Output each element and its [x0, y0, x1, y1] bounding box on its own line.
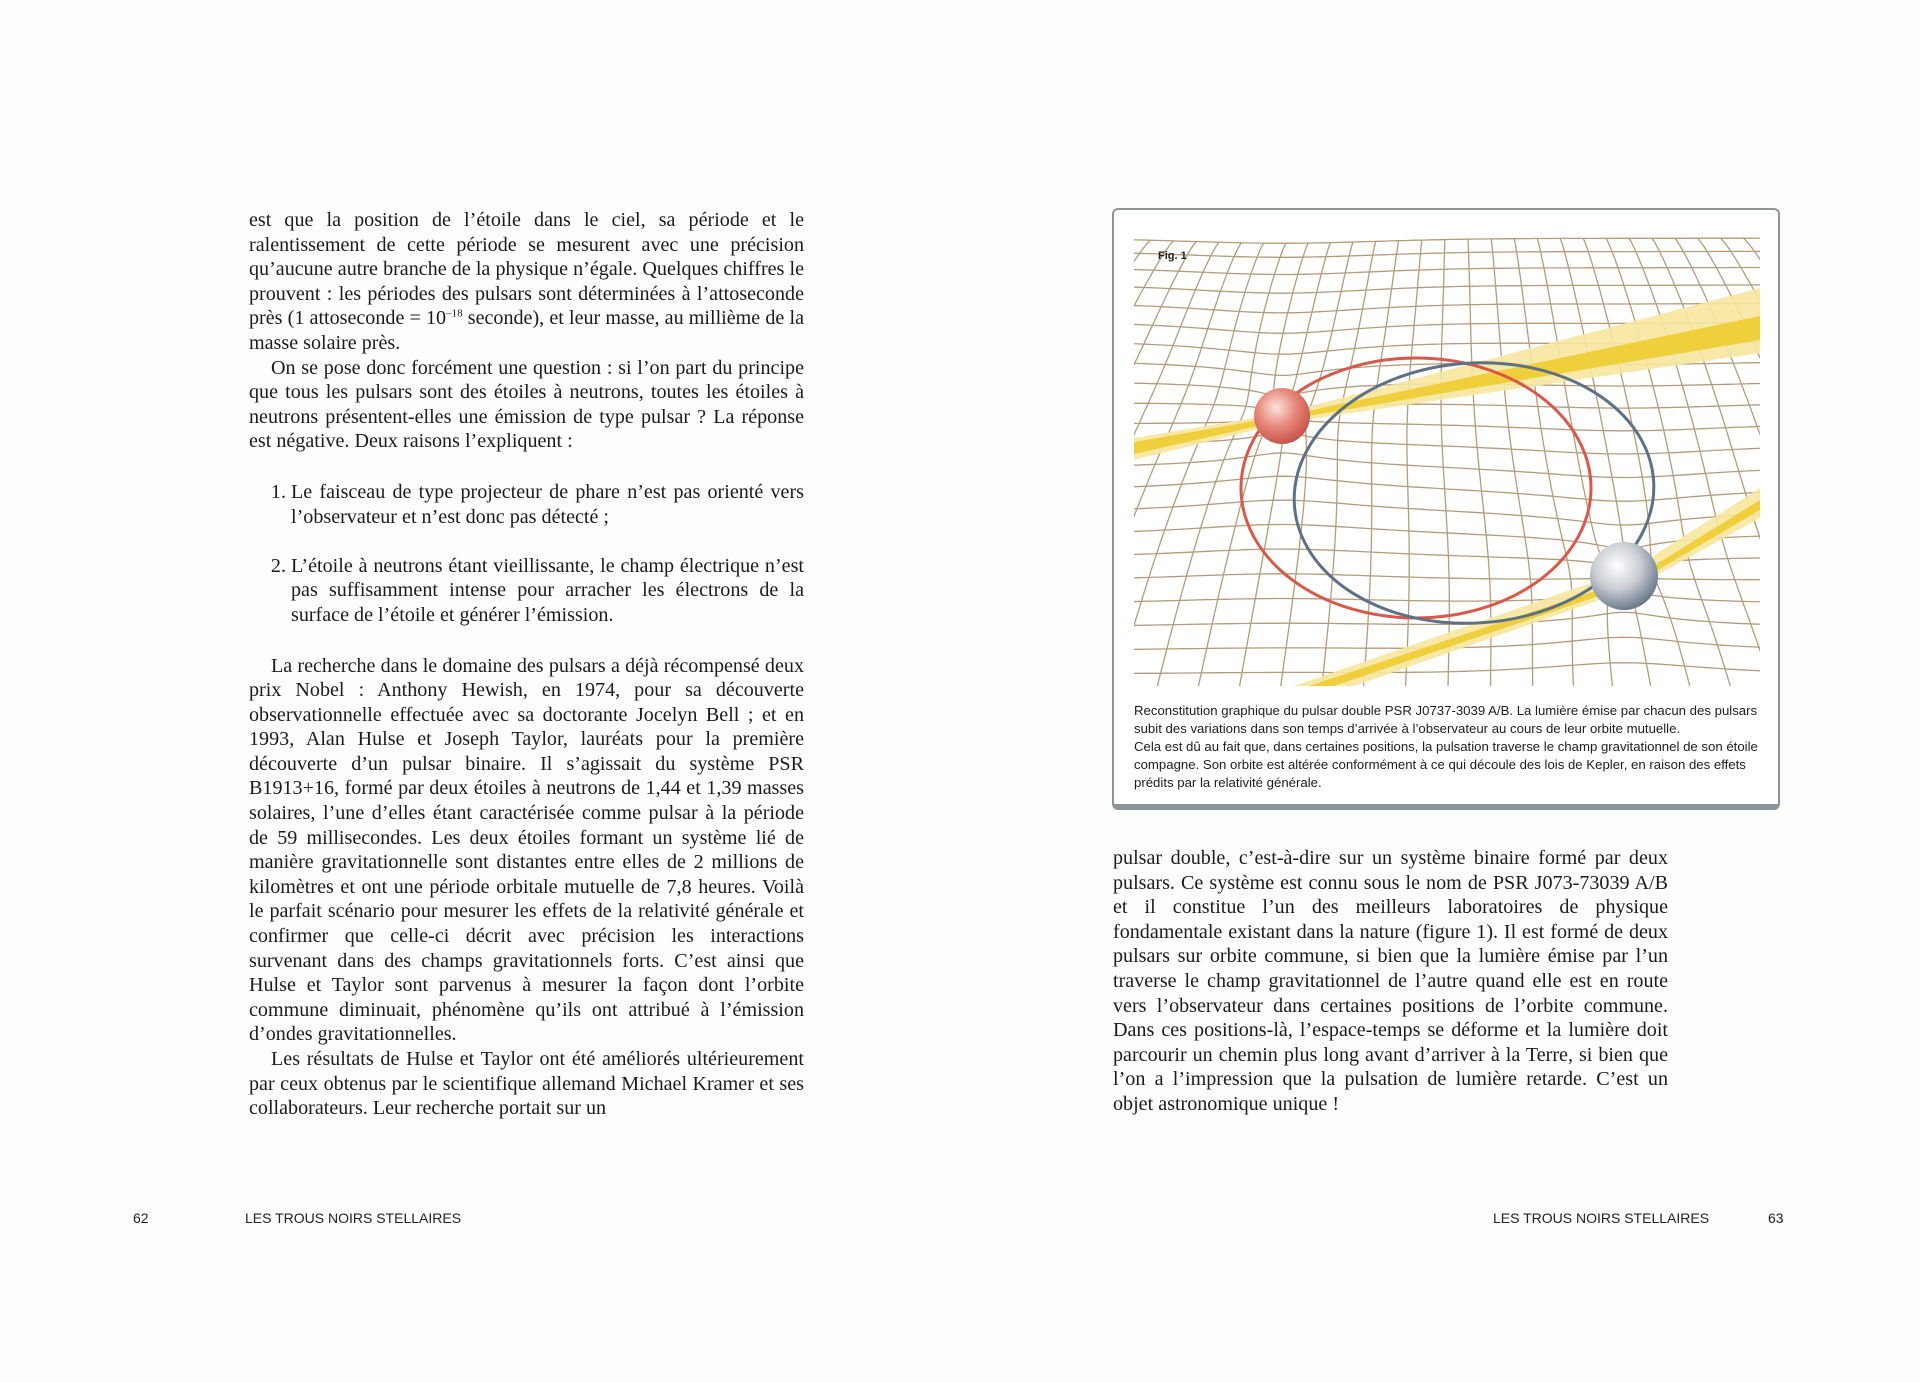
- list-item: 2. L’étoile à neutrons étant vieillissante, le champ électrique n’est pas suffisamment intense pour arracher les électrons de la surface de l’étoile et générer l’émission.: [291, 554, 804, 628]
- pulsar-illustration: [1134, 228, 1760, 686]
- right-page-body: [1113, 846, 1668, 1117]
- running-title-right: LES TROUS NOIRS STELLAIRES: [1493, 1210, 1710, 1226]
- paragraph-3: La recherche dans le domaine des pulsars a déjà récompensé deux prix Nobel : Anthony Hewish, en 1974, pour sa découverte observationnelle effectuée avec sa doctorante Jocelyn Bell ; et en 1993, Alan Hulse et Joseph Taylor, lauréats pour la première découverte d’un pulsar binaire. Il s’agissait du système PSR B1913+16, formé par deux étoiles à neutrons de 1,44 et 1,39 masses solaires, l’une d’elles étant caractérisée comme pulsar à la période de 59 millisecondes. Les deux étoiles formant un système lié de manière gravitationnelle sont distantes entre elles de 2 millions de kilomètres et ont une période orbitale mutuelle de 7,8 heures. Voilà le parfait scénario pour mesurer les effets de la relativité générale et confirmer que celle-ci décrit avec précision les interactions survenant dans des champs gravitationnels forts. C’est ainsi que Hulse et Taylor sont parvenus à mesurer la façon dont l’orbite commune diminuait, phénomène qu’ils ont attribué à l’émission d’ondes gravitationnelles.: [249, 654, 804, 1046]
- left-page-body: [249, 208, 804, 1121]
- paragraph-2: On se pose donc forcément une question : si l’on part du principe que tous les pulsars sont des étoiles à neutrons, toutes les étoiles à neutrons présentent-elles une émission de type pulsar ? La réponse est négative. Deux raisons l’expliquent :: [249, 356, 804, 453]
- paragraph-1: est que la position de l’étoile dans le ciel, sa période et le ralentissement de cette période se mesurent avec une précision qu’aucune autre branche de la physique n’égale. Quelques chiffres le prouvent : les périodes des pulsars sont déterminées à l’attoseconde près (1 attoseconde = $10^{-18}$ seconde), et leur masse, au millième de la masse solaire près.: [249, 209, 804, 354]
- beam-a: [1134, 288, 1760, 460]
- pulsar-b: [1590, 542, 1658, 610]
- list-item: 1. Le faisceau de type projecteur de phare n’est pas orienté vers l’observateur et n’est donc pas détecté ;: [291, 480, 804, 529]
- reasons-list: [249, 480, 804, 628]
- paragraph-right: pulsar double, c’est-à-dire sur un système binaire formé par deux pulsars. Ce système est connu sous le nom de PSR J073-73039 A/B et il constitue l’un des meilleurs laboratoires de physique fondamentale existant dans la nature (figure 1). Il est formé de deux pulsars sur orbite commune, si bien que la lumière émise par l’un traverse le champ gravitationnel de l’autre quand elle est en route vers l’observateur dans certaines positions de l’orbite commune. Dans ces positions-là, l’espace-temps se déforme et la lumière doit parcourir un chemin plus long avant d’arriver à la Terre, si bien que l’on a l’impression que la pulsation de lumière retarde. C’est un objet astronomique unique !: [1113, 847, 1668, 1115]
- spacetime-grid: [1134, 238, 1760, 686]
- figure-label: Fig. 1: [1158, 250, 1187, 262]
- figure-caption: Reconstitution graphique du pulsar double PSR J0737-3039 A/B. La lumière émise par chacun des pulsars subit des variations dans son temps d’arrivée à l’observateur au cours de leur orbite mutuelle. Cela est dû au fait que, dans certaines positions, la pulsation traverse le champ gravitationnel de son étoile compagne. Son orbite est altérée conformément à ce qui découle des lois de Kepler, en raison des effets prédits par la relativité générale.: [1134, 703, 1758, 790]
- figure-1: [1112, 208, 1780, 810]
- page-number-right: 63: [1768, 1210, 1784, 1226]
- paragraph-4: Les résultats de Hulse et Taylor ont été améliorés ultérieurement par ceux obtenus par le scientifique allemand Michael Kramer et ses collaborateurs. Leur recherche portait sur un: [249, 1048, 804, 1120]
- pulsar-a: [1254, 388, 1310, 444]
- page-number-left: 62: [133, 1210, 149, 1226]
- running-title-left: LES TROUS NOIRS STELLAIRES: [245, 1210, 462, 1226]
